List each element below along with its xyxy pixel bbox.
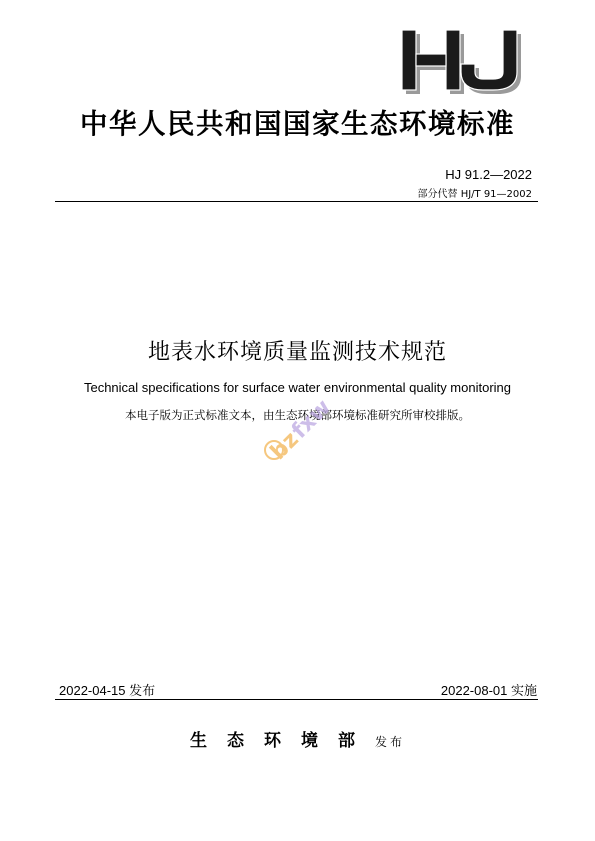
edition-note: 本电子版为正式标准文本，由生态环境部环境标准研究所审校排版。 bbox=[125, 408, 470, 422]
hj-logo bbox=[400, 28, 524, 94]
publisher-line bbox=[0, 726, 595, 751]
publish-date: 2022-04-15 发布 bbox=[59, 683, 156, 698]
publisher-suffix: 发布 bbox=[374, 735, 405, 749]
watermark-logo bbox=[254, 376, 350, 472]
document-title-cn: 地表水环境质量监测技术规范 bbox=[147, 340, 447, 365]
org-title: 中华人民共和国国家生态环境标准 bbox=[80, 108, 515, 140]
publisher-name: 生态环境部 bbox=[189, 731, 375, 751]
svg-text:bz: bz bbox=[265, 427, 304, 466]
standard-number: HJ 91.2—2022 bbox=[445, 167, 532, 182]
bottom-divider bbox=[55, 699, 538, 700]
document-title-en: Technical specifications for surface water environmental quality monitoring bbox=[83, 380, 512, 395]
top-divider bbox=[55, 201, 538, 202]
svg-text:fxw: fxw bbox=[287, 394, 337, 444]
replaces-standard: 部分代替 HJ/T 91—2002 bbox=[417, 189, 532, 200]
implementation-date: 2022-08-01 实施 bbox=[440, 683, 537, 698]
